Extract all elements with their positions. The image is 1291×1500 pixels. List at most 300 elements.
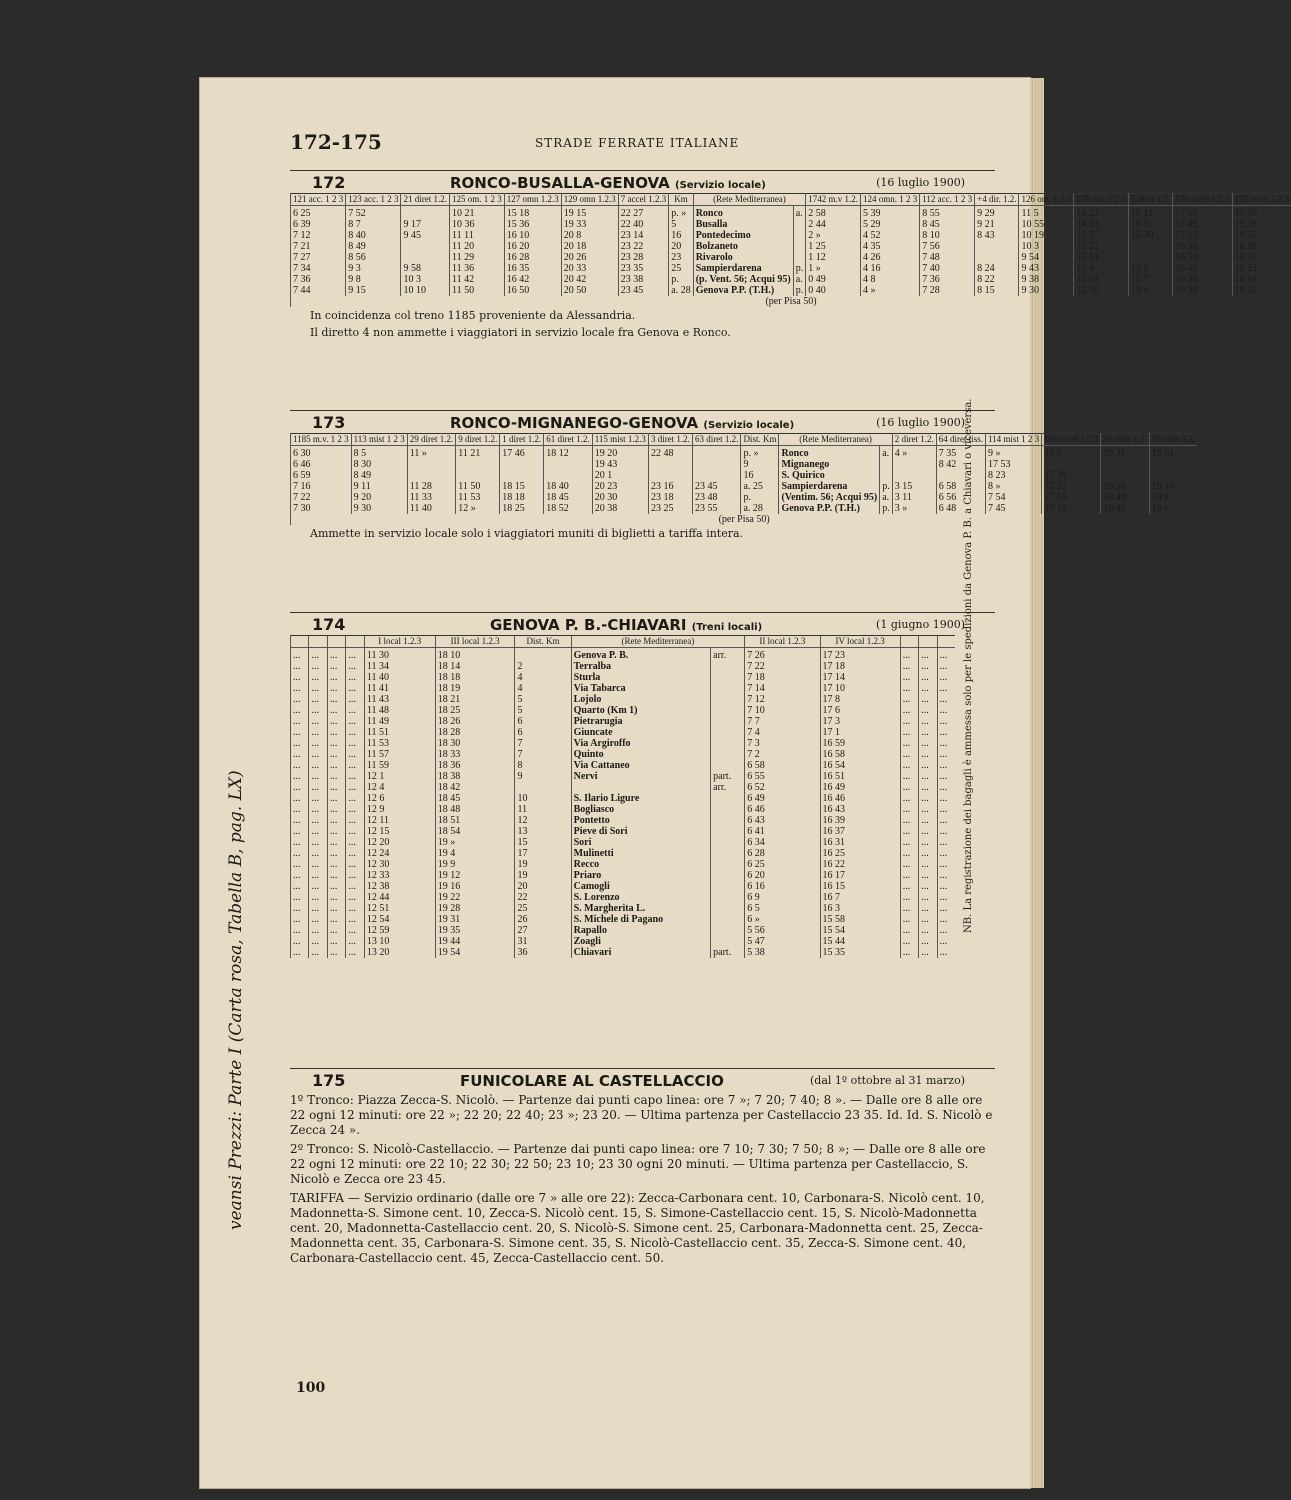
time-cell: 9 8	[346, 274, 401, 285]
distance-cell: 36	[515, 947, 571, 958]
time-cell: 12 33	[364, 870, 435, 881]
time-cell: 16 42	[504, 274, 561, 285]
time-cell: 15 30	[1129, 230, 1173, 241]
station-name: Quarto (Km 1)	[571, 705, 711, 716]
arr-dep	[711, 672, 745, 683]
empty-cell: ...	[327, 936, 345, 947]
station-name: Sampierdarena	[779, 481, 880, 492]
column-header: 130 accel 1.2.3	[1173, 194, 1232, 206]
time-cell: 12 44	[364, 892, 435, 903]
empty-cell: ...	[346, 727, 364, 738]
empty-cell: ...	[919, 793, 937, 804]
time-cell: 18 25	[500, 503, 544, 514]
time-cell: 6 »	[745, 914, 820, 925]
time-cell: 23 16	[648, 481, 692, 492]
station-name: Bogliasco	[571, 804, 711, 815]
station-name: (Ventim. 56; Acqui 95)	[779, 492, 880, 503]
arr-dep	[793, 252, 806, 263]
empty-cell: ...	[291, 661, 309, 672]
time-cell: 20 23	[592, 481, 648, 492]
station-name: Terralba	[571, 661, 711, 672]
time-cell: 7 52	[346, 206, 401, 220]
table-row	[291, 738, 956, 749]
time-cell: 19 31	[1101, 446, 1150, 460]
time-cell: a. 28	[669, 285, 693, 296]
empty-cell: ...	[900, 848, 918, 859]
time-cell: 14 22	[1074, 206, 1129, 220]
section-date: (dal 1º ottobre al 31 marzo)	[810, 1074, 965, 1087]
time-cell: 4 8	[860, 274, 919, 285]
time-cell: 19 22	[435, 892, 515, 903]
footnote: In coincidenza col treno 1185 proveniente da Alessandria.	[310, 309, 636, 322]
time-cell: 23 14	[618, 230, 668, 241]
empty-cell: ...	[937, 793, 955, 804]
time-cell: 18 18	[1232, 274, 1291, 285]
column-header: 1 diret 1.2.	[500, 434, 544, 446]
time-cell: 17 18	[820, 661, 900, 672]
empty-cell: ...	[291, 815, 309, 826]
empty-cell: ...	[309, 771, 327, 782]
time-cell: 19 20	[592, 446, 648, 460]
table-row	[291, 661, 956, 672]
time-cell: 7 54	[985, 492, 1041, 503]
empty-cell: ...	[291, 903, 309, 914]
station-name: (p. Vent. 56; Acqui 95)	[693, 274, 793, 285]
time-cell: 7 56	[920, 241, 975, 252]
time-cell: 12 9	[364, 804, 435, 815]
empty-cell: ...	[346, 826, 364, 837]
station-name: Genova P.P. (T.H.)	[779, 503, 880, 514]
empty-cell: ...	[346, 705, 364, 716]
table-row	[291, 683, 956, 694]
section-date: (1 giugno 1900)	[876, 618, 965, 631]
timetable-173	[290, 433, 1197, 525]
time-cell: 9 20	[351, 492, 407, 503]
empty-cell: ...	[346, 914, 364, 925]
table-row	[291, 470, 1198, 481]
table-row	[291, 804, 956, 815]
time-cell	[936, 470, 985, 481]
empty-cell: ...	[919, 859, 937, 870]
time-cell: 18 26	[435, 716, 515, 727]
empty-cell: ...	[346, 837, 364, 848]
column-header: 64 diret tiss.	[936, 434, 985, 446]
page-number: 100	[296, 1380, 326, 1396]
time-cell	[1101, 459, 1150, 470]
time-cell: 16 28	[504, 252, 561, 263]
time-cell: 18 45	[544, 492, 593, 503]
arr-dep	[711, 848, 745, 859]
time-cell: 18 19	[435, 683, 515, 694]
distance-cell: 4	[515, 672, 571, 683]
empty-cell: ...	[900, 859, 918, 870]
route-name: GENOVA P. B.-CHIAVARI	[490, 616, 687, 634]
empty-cell: ...	[291, 826, 309, 837]
section-175	[290, 1068, 995, 1272]
time-cell: 12 30	[364, 859, 435, 870]
time-cell: 6 55	[745, 771, 820, 782]
time-cell: 6 9	[745, 892, 820, 903]
table-row	[291, 793, 956, 804]
time-cell: a. 25	[741, 481, 779, 492]
column-header: 125 om. 1 2 3	[449, 194, 504, 206]
time-cell: 4 35	[860, 241, 919, 252]
empty-cell: ...	[309, 793, 327, 804]
time-cell	[401, 252, 450, 263]
empty-cell: ...	[937, 870, 955, 881]
station-name: Via Argiroffo	[571, 738, 711, 749]
station-name: Rapallo	[571, 925, 711, 936]
table-row	[291, 705, 956, 716]
table-row	[291, 892, 956, 903]
arr-dep	[711, 683, 745, 694]
empty-cell: ...	[309, 749, 327, 760]
empty-cell: ...	[346, 661, 364, 672]
arr-dep: a.	[793, 274, 806, 285]
empty-cell: ...	[309, 936, 327, 947]
station-name: Pieve di Sori	[571, 826, 711, 837]
time-cell: 13 22	[1074, 241, 1129, 252]
time-cell: 7 10	[745, 705, 820, 716]
time-cell: 4 26	[860, 252, 919, 263]
time-cell: 19 12	[435, 870, 515, 881]
empty-cell: ...	[309, 804, 327, 815]
time-cell: 16 50	[504, 285, 561, 296]
pisa-note: (per Pisa 50)	[291, 296, 1291, 307]
distance-cell: 20	[515, 881, 571, 892]
arr-dep: p.	[793, 263, 806, 274]
section-name	[450, 174, 766, 192]
distance-cell: 10	[515, 793, 571, 804]
time-cell: 7 40	[920, 263, 975, 274]
empty-cell: ...	[937, 837, 955, 848]
time-cell: 2 »	[806, 230, 861, 241]
empty-cell: ...	[346, 782, 364, 793]
column-header: 21 diret 1.2.	[401, 194, 450, 206]
distance-cell: 7	[515, 749, 571, 760]
empty-cell: ...	[919, 947, 937, 958]
section-name	[490, 616, 762, 634]
distance-cell: 19	[515, 870, 571, 881]
column-header: (Rete Mediterranea)	[571, 636, 745, 648]
time-cell: 16 51	[820, 771, 900, 782]
column-header: 30 diret 1.2.	[1101, 434, 1150, 446]
arr-dep	[711, 738, 745, 749]
table-row	[291, 252, 1291, 263]
time-cell: 6 34	[745, 837, 820, 848]
time-cell: 10 19	[1019, 230, 1074, 241]
time-cell: 18 50	[1101, 481, 1150, 492]
empty-cell: ...	[900, 694, 918, 705]
empty-cell: ...	[919, 648, 937, 662]
time-cell: 11 5	[1019, 206, 1074, 220]
time-cell: 16 43	[820, 804, 900, 815]
time-cell: 9 30	[1019, 285, 1074, 296]
empty-cell: ...	[346, 947, 364, 958]
time-cell	[892, 459, 936, 470]
time-cell: 11 21	[456, 446, 500, 460]
empty-cell: ...	[900, 727, 918, 738]
time-cell: 5	[669, 219, 693, 230]
time-cell: 17 53	[985, 459, 1041, 470]
time-cell: 11 43	[364, 694, 435, 705]
table-row	[291, 241, 1291, 252]
column-header: 112 acc. 1 2 3	[920, 194, 975, 206]
empty-cell: ...	[900, 749, 918, 760]
empty-cell: ...	[291, 672, 309, 683]
table-row	[291, 503, 1198, 514]
empty-cell: ...	[309, 738, 327, 749]
time-cell: 15 36	[504, 219, 561, 230]
column-header: 123 acc. 1 2 3	[346, 194, 401, 206]
time-cell	[500, 459, 544, 470]
empty-cell: ...	[291, 925, 309, 936]
table-row	[291, 749, 956, 760]
time-cell: 6 5	[745, 903, 820, 914]
arr-dep	[711, 925, 745, 936]
time-cell: 16 20	[504, 241, 561, 252]
station-name: S. Lorenzo	[571, 892, 711, 903]
time-cell: 6 30	[291, 446, 352, 460]
arr-dep	[711, 804, 745, 815]
empty-cell: ...	[291, 782, 309, 793]
arr-dep	[793, 219, 806, 230]
time-cell: 6 16	[745, 881, 820, 892]
arr-dep	[711, 859, 745, 870]
arr-dep: p.	[880, 503, 893, 514]
distance-cell: 27	[515, 925, 571, 936]
arr-dep: p.	[793, 285, 806, 296]
time-cell: 9 58	[401, 263, 450, 274]
time-cell: 16 17	[820, 870, 900, 881]
arr-dep	[711, 760, 745, 771]
arr-dep: p.	[880, 481, 893, 492]
column-header: Dist. Km	[515, 636, 571, 648]
empty-cell: ...	[937, 848, 955, 859]
time-cell: 18 15	[500, 481, 544, 492]
time-cell: 6 46	[291, 459, 352, 470]
time-cell: 12 54	[364, 914, 435, 925]
empty-cell: ...	[327, 749, 345, 760]
time-cell: p.	[741, 492, 779, 503]
time-cell: 16 40	[1173, 263, 1232, 274]
time-cell: 4 »	[892, 446, 936, 460]
station-name: Genova P. B.	[571, 648, 711, 662]
empty-cell: ...	[309, 914, 327, 925]
column-header: 1185 m.v. 1 2 3	[291, 434, 352, 446]
table-row	[291, 694, 956, 705]
time-cell: 11 36	[449, 263, 504, 274]
time-cell: 8 40	[346, 230, 401, 241]
time-cell: 9 54	[1019, 252, 1074, 263]
time-cell	[407, 470, 456, 481]
time-cell: 18 10	[1232, 285, 1291, 296]
time-cell: 8 23	[985, 470, 1041, 481]
time-cell: 7 30	[291, 503, 352, 514]
time-cell: 11 57	[364, 749, 435, 760]
time-cell: 9 3	[346, 263, 401, 274]
station-name: Pietrarugia	[571, 716, 711, 727]
section-name	[450, 414, 794, 432]
empty-cell: ...	[346, 648, 364, 662]
time-cell: 10 36	[449, 219, 504, 230]
time-cell: 7 2	[745, 749, 820, 760]
time-cell: 6 58	[745, 760, 820, 771]
table-row	[291, 903, 956, 914]
time-cell: 12 51	[364, 903, 435, 914]
empty-cell: ...	[346, 738, 364, 749]
empty-cell: ...	[346, 859, 364, 870]
time-cell: 9 29	[975, 206, 1019, 220]
empty-cell: ...	[937, 826, 955, 837]
station-name: Ronco	[693, 206, 793, 220]
arr-dep	[711, 826, 745, 837]
time-cell: 16 58	[1173, 241, 1232, 252]
route-name: RONCO-MIGNANEGO-GENOVA	[450, 414, 699, 432]
table-row	[291, 760, 956, 771]
time-cell: 7 14	[745, 683, 820, 694]
time-cell: 17 3	[820, 716, 900, 727]
empty-cell: ...	[346, 760, 364, 771]
table-row	[291, 492, 1198, 503]
time-cell: 23 55	[692, 503, 741, 514]
time-cell: 5 29	[860, 219, 919, 230]
empty-cell: ...	[309, 892, 327, 903]
arr-dep	[711, 892, 745, 903]
empty-cell: ...	[309, 848, 327, 859]
empty-cell: ...	[937, 749, 955, 760]
distance-cell: 17	[515, 848, 571, 859]
empty-cell: ...	[291, 881, 309, 892]
empty-cell: ...	[919, 881, 937, 892]
time-cell: 23 45	[618, 285, 668, 296]
time-cell: 18 38	[435, 771, 515, 782]
empty-cell: ...	[900, 892, 918, 903]
time-cell: 18 14	[435, 661, 515, 672]
empty-cell: ...	[919, 837, 937, 848]
distance-cell	[515, 648, 571, 662]
section-number: 172	[312, 173, 346, 192]
time-cell: 8 10	[920, 230, 975, 241]
time-cell: 6 39	[291, 219, 346, 230]
station-name: Busalla	[693, 219, 793, 230]
station-name: S. Michele di Pagano	[571, 914, 711, 925]
station-name: Via Tabarca	[571, 683, 711, 694]
empty-cell: ...	[346, 683, 364, 694]
time-cell: 19 31	[435, 914, 515, 925]
time-cell: 7 26	[745, 648, 820, 662]
column-header: 113 mist 1 2 3	[351, 434, 407, 446]
time-cell: 17 1	[820, 727, 900, 738]
station-name: Mulinetti	[571, 848, 711, 859]
section-number: 173	[312, 413, 346, 432]
table-row	[291, 206, 1291, 220]
time-cell: 11 41	[364, 683, 435, 694]
time-cell: 23 22	[618, 241, 668, 252]
time-cell: 19 54	[435, 947, 515, 958]
sidebar-note: veansi Prezzi: Parte I (Carta rosa, Tabella B, pag. LX)	[226, 770, 246, 1230]
time-cell	[544, 459, 593, 470]
column-header: 116 accel 1.2.3	[1042, 434, 1101, 446]
empty-cell: ...	[919, 892, 937, 903]
table-row	[291, 870, 956, 881]
arr-dep: a.	[880, 492, 893, 503]
time-cell: 20 42	[561, 274, 618, 285]
time-cell: 20 30	[592, 492, 648, 503]
time-cell: 7 44	[291, 285, 346, 296]
time-cell: 7 18	[745, 672, 820, 683]
time-cell: 16 15	[820, 881, 900, 892]
empty-cell: ...	[937, 804, 955, 815]
distance-cell: 5	[515, 705, 571, 716]
time-cell: 25	[669, 263, 693, 274]
time-cell: 15 44	[820, 936, 900, 947]
empty-cell: ...	[309, 925, 327, 936]
empty-cell: ...	[919, 826, 937, 837]
time-cell	[692, 470, 741, 481]
time-cell: 19 38	[1232, 206, 1291, 220]
table-row	[291, 274, 1291, 285]
column-header: II local 1.2.3	[745, 636, 820, 648]
empty-cell: ...	[900, 648, 918, 662]
empty-cell: ...	[937, 903, 955, 914]
time-cell: 19 44	[435, 936, 515, 947]
empty-cell: ...	[919, 914, 937, 925]
time-cell: 6 28	[745, 848, 820, 859]
time-cell: 12 50	[1074, 285, 1129, 296]
time-cell	[648, 470, 692, 481]
time-cell: 18 42	[435, 782, 515, 793]
time-cell: 18 38	[1232, 241, 1291, 252]
timetable-172	[290, 193, 1291, 307]
empty-cell: ...	[937, 947, 955, 958]
arr-dep	[711, 793, 745, 804]
time-cell: 18 40	[1101, 503, 1150, 514]
empty-cell: ...	[937, 705, 955, 716]
empty-cell: ...	[291, 848, 309, 859]
column-header: 128 om. 1 2 3	[1074, 194, 1129, 206]
route-sub: (Servizio locale)	[703, 420, 795, 431]
empty-cell: ...	[309, 694, 327, 705]
column-header: 121 acc. 1 2 3	[291, 194, 346, 206]
station-name: Chiavari	[571, 947, 711, 958]
distance-cell: 22	[515, 892, 571, 903]
station-name: Pontedecimo	[693, 230, 793, 241]
time-cell: 20 1	[592, 470, 648, 481]
time-cell: 16 49	[820, 782, 900, 793]
table-row	[291, 648, 956, 662]
time-cell: 23 18	[648, 492, 692, 503]
time-cell: 5 47	[745, 936, 820, 947]
time-cell: 15 18	[504, 206, 561, 220]
time-cell: 18 8	[1042, 446, 1101, 460]
time-cell: 23 38	[618, 274, 668, 285]
station-header: (Rete Mediterranea)	[779, 434, 892, 446]
station-name: Mignanego	[779, 459, 880, 470]
time-cell: 18 21	[435, 694, 515, 705]
empty-cell: ...	[309, 903, 327, 914]
empty-cell: ...	[309, 837, 327, 848]
empty-cell: ...	[327, 694, 345, 705]
time-cell: 9 43	[1019, 263, 1074, 274]
distance-cell: 26	[515, 914, 571, 925]
table-row	[291, 947, 956, 958]
empty-cell: ...	[937, 925, 955, 936]
time-cell: 18 45	[435, 793, 515, 804]
time-cell: 6 49	[745, 793, 820, 804]
time-cell: 22 40	[618, 219, 668, 230]
arr-dep	[711, 661, 745, 672]
